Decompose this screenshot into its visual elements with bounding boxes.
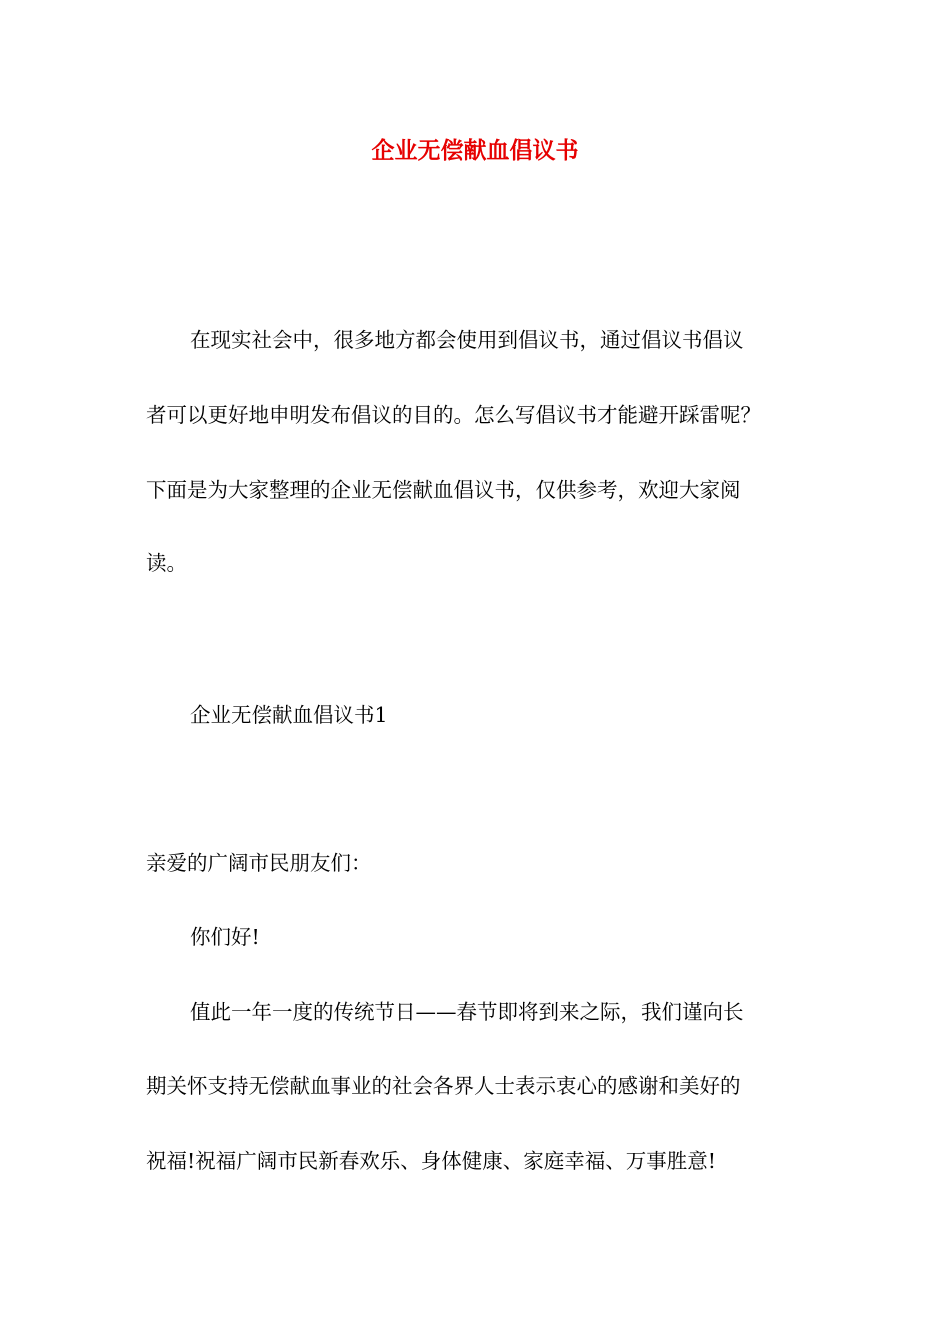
section-heading: 企业无偿献血倡议书1	[190, 703, 388, 727]
intro-line-4: 读。	[146, 551, 187, 575]
greeting: 你们好!	[190, 925, 260, 949]
document-title: 企业无偿献血倡议书	[371, 137, 579, 164]
body-line-2: 期关怀支持无偿献血事业的社会各界人士表示衷心的感谢和美好的	[146, 1074, 741, 1098]
salutation: 亲爱的广阔市民朋友们：	[146, 851, 372, 875]
intro-line-2: 者可以更好地申明发布倡议的目的。怎么写倡议书才能避开踩雷呢？	[146, 403, 761, 427]
intro-line-1: 在现实社会中，很多地方都会使用到倡议书，通过倡议书倡议	[190, 328, 744, 352]
body-line-3: 祝福!祝福广阔市民新春欢乐、身体健康、家庭幸福、万事胜意!	[146, 1149, 716, 1173]
body-line-1: 值此一年一度的传统节日——春节即将到来之际，我们谨向长	[190, 1000, 744, 1024]
intro-line-3: 下面是为大家整理的企业无偿献血倡议书，仅供参考，欢迎大家阅	[146, 478, 741, 502]
